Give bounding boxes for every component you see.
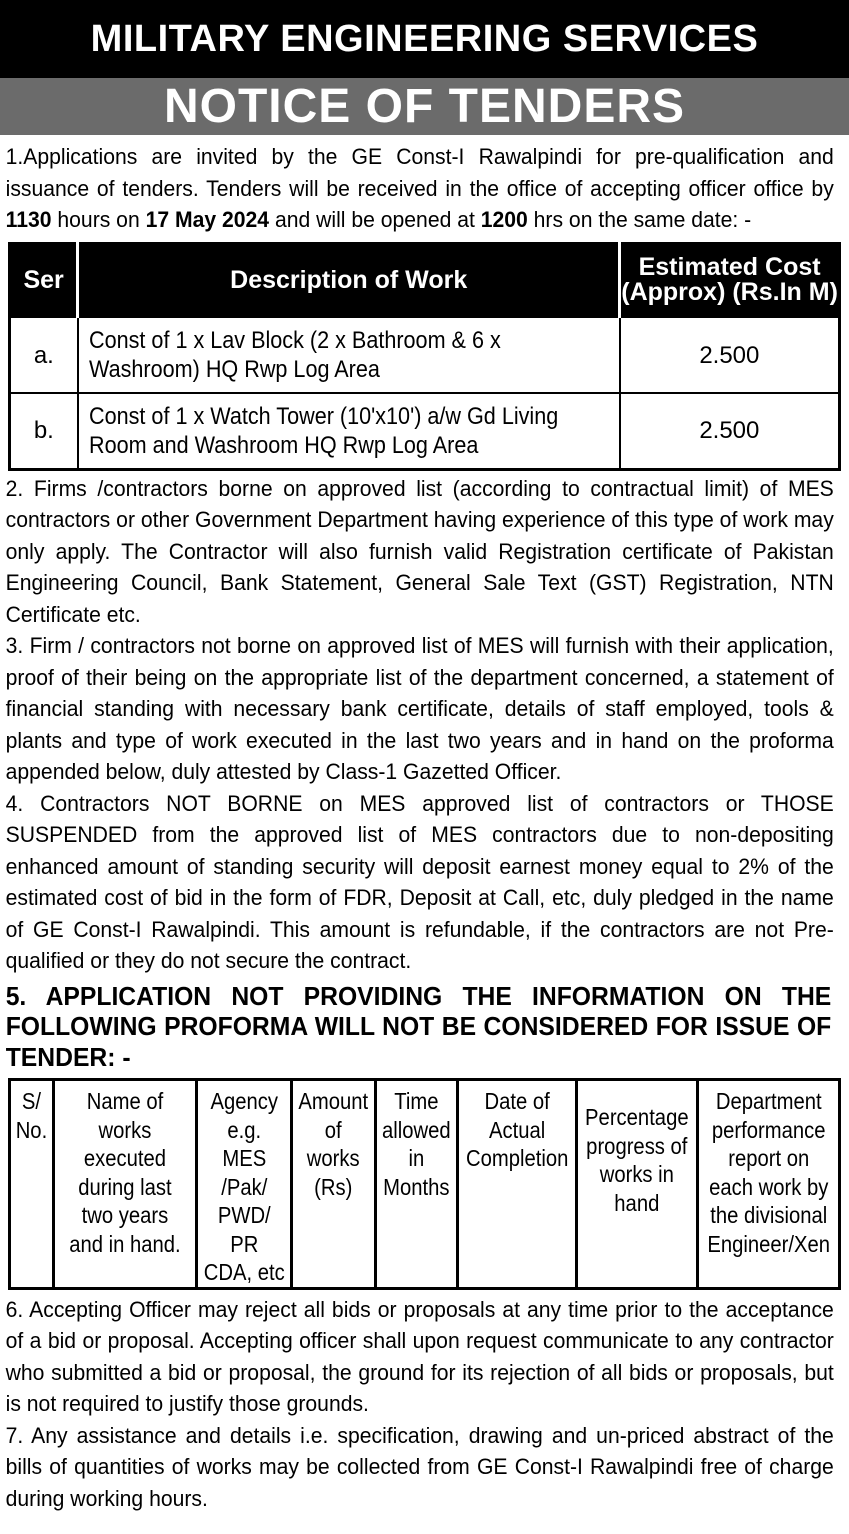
paragraph-5: 5. APPLICATION NOT PROVIDING THE INFORMATION ON THE FOLLOWING PROFORMA WILL NOT BE CONSIDERED FOR ISSUE OF TENDER: -	[5, 980, 832, 1072]
paragraph-4: 4. Contractors NOT BORNE on MES approved list of contractors or THOSE SUSPENDED from the approved list of MES contractors due to non-depositing enhanced amount of standing security will deposit earnest money equal to 2% of the estimated cost of bid in the form of FDR, Deposit at Call, etc, duly pledged in the name of GE Const-I Rawalpindi. This amount is refundable, if the contractors are not Pre- qualified or they do not secure the contract.	[5, 790, 834, 973]
col-header-ser: Ser	[10, 243, 78, 317]
paragraph-3: 3. Firm / contractors not borne on approved list of MES will furnish with their application, proof of their being on the appropriate list of the department concerned, a statement of financial standing with necessary bank certificate, details of staff employed, tools & plants and type of work executed in the last two years and in hand on the proforma appended below, duly attested by Class-1 Gazetted Officer.	[5, 633, 834, 784]
proforma-col-report: Department performance report on each work by the divisional Engineer/Xen	[697, 1080, 839, 1289]
notice-title: NOTICE OF TENDERS	[0, 78, 849, 135]
row-description: Const of 1 x Watch Tower (10'x10') a/w Gd Living Room and Washroom HQ Rwp Log Area	[78, 393, 620, 469]
row-cost: 2.500	[620, 393, 840, 469]
proforma-col-time: Time allowed in Months	[375, 1080, 457, 1289]
table-row	[10, 393, 840, 469]
proforma-col-agency: Agency e.g. MES /Pak/ PWD/ PR CDA, etc	[196, 1080, 292, 1289]
row-ser: b.	[10, 393, 78, 469]
paragraph-7: 7. Any assistance and details i.e. specification, drawing and un-priced abstract of the bills of quantities of works may be collected from GE Const-I Rawalpindi free of charge during working hours.	[5, 1422, 834, 1511]
proforma-col-progress: Percentage progress of works in hand	[576, 1080, 697, 1289]
proforma-col-sno: S/ No.	[10, 1080, 54, 1289]
paragraph-2: 2. Firms /contractors borne on approved list (according to contractual limit) of MES contractors or other Government Department having experience of this type of work may only apply. The Contractor will also furnish valid Registration certificate of Pakistan Engineering Council, Bank Statement, General Sale Text (GST) Registration, NTN Certificate etc.	[5, 475, 834, 627]
works-table	[8, 242, 841, 471]
row-cost: 2.500	[620, 317, 840, 393]
row-description: Const of 1 x Lav Block (2 x Bathroom & 6 x Washroom) HQ Rwp Log Area	[78, 317, 620, 393]
paragraph-1: 1.Applications are invited by the GE Const-I Rawalpindi for pre-qualification and issuance of tenders. Tenders will be received in the office of accepting officer office by 1130 hours on 17 May 2024 and will be opened at 1200 hrs on the same date: -	[5, 144, 834, 232]
proforma-col-works: Name of works executed during last two years and in hand.	[53, 1080, 196, 1289]
proforma-col-completion: Date of Actual Completion	[457, 1080, 576, 1289]
submission-time: 1130	[5, 207, 52, 232]
proforma-col-amount: Amount of works (Rs)	[292, 1080, 375, 1289]
col-header-description: Description of Work	[78, 243, 620, 317]
row-ser: a.	[10, 317, 78, 393]
col-header-cost: Estimated Cost (Approx) (Rs.In M)	[620, 243, 840, 317]
submission-date: 17 May 2024	[145, 207, 270, 232]
header-title: MILITARY ENGINEERING SERVICES	[0, 0, 849, 78]
table-row	[10, 317, 840, 393]
proforma-table	[8, 1078, 841, 1290]
opening-time: 1200	[480, 207, 528, 232]
paragraph-6: 6. Accepting Officer may reject all bids or proposals at any time prior to the acceptance of a bid or proposal. Accepting officer shall upon request communicate to any contractor who submitted a bid or proposal, the ground for its rejection of all bids or proposals, but is not required to justify those grounds.	[5, 1296, 834, 1416]
